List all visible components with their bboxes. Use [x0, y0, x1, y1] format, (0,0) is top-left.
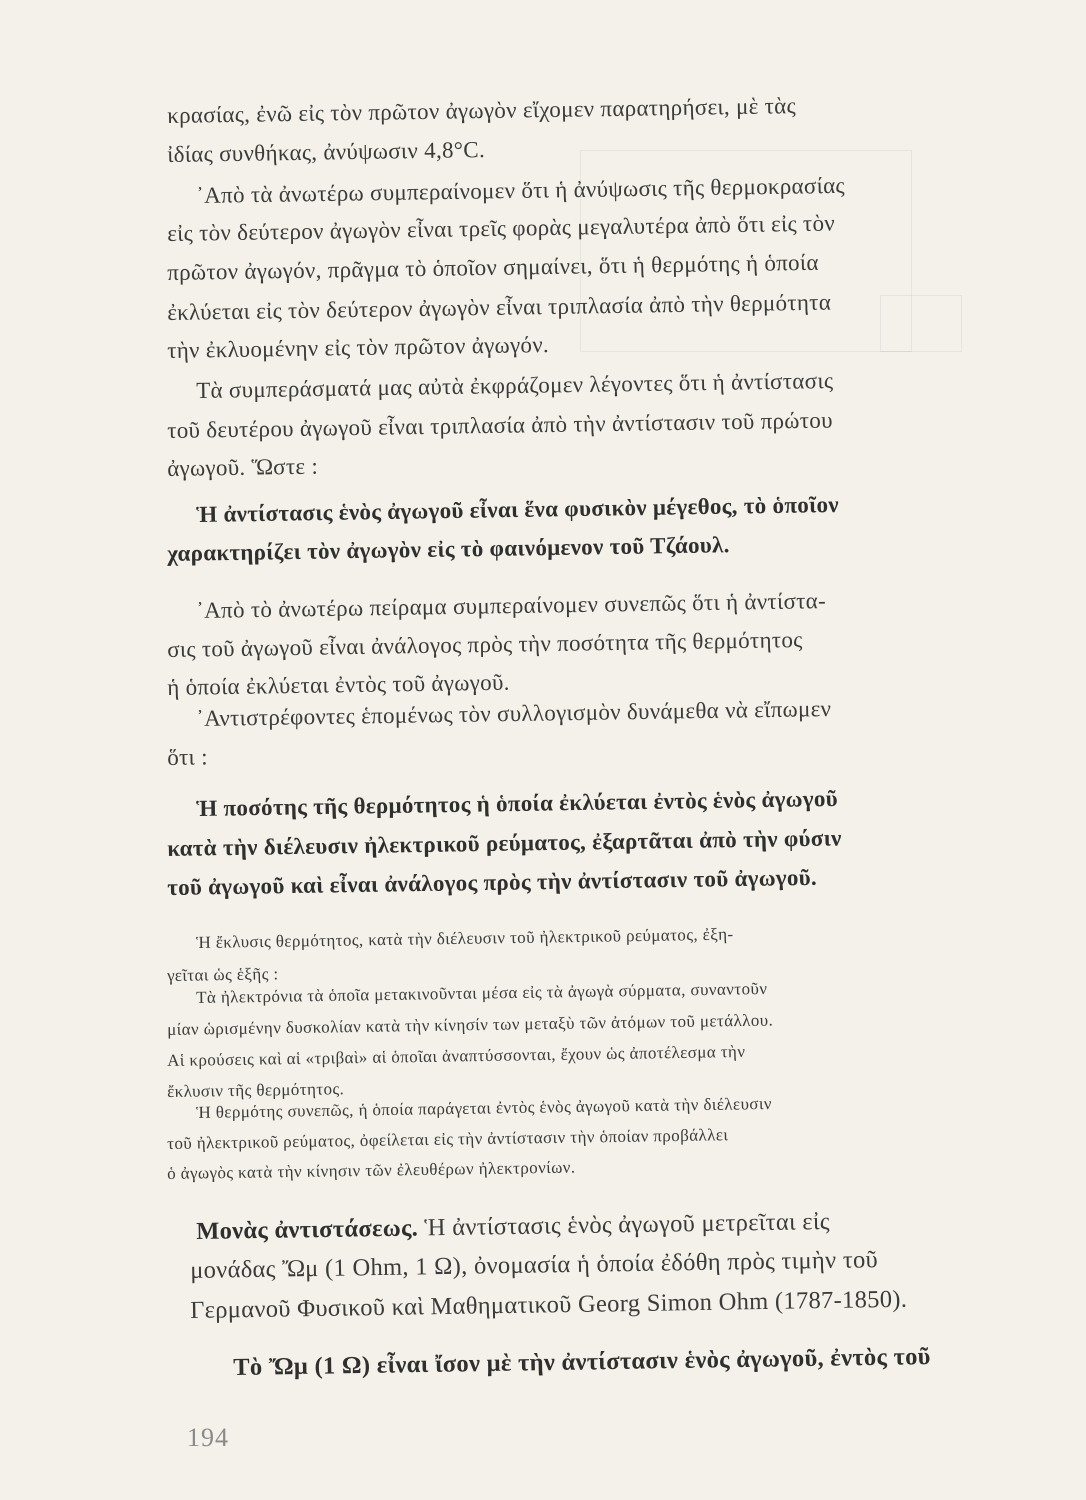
text-line: Γερμανοῦ Φυσικοῦ καὶ Μαθηματικοῦ Georg Simon Ohm (1787-1850). — [190, 1285, 908, 1324]
text-line: ὅτι : — [167, 744, 208, 770]
text-span: Ἡ ἀντίστασις ἑνὸς ἀγωγοῦ μετρεῖται εἰς — [417, 1208, 830, 1242]
text-line: ἡ ὁποία ἐκλύεται ἐντὸς τοῦ ἀγωγοῦ. — [167, 669, 510, 700]
note-line: μίαν ὡρισμένην δυσκολίαν κατὰ τὴν κίνησίν των μεταξὺ τῶν ἀτόμων τοῦ μετάλλου. — [167, 1010, 774, 1039]
text-line: Τὰ συμπεράσματά μας αὐτὰ ἐκφράζομεν λέγοντες ὅτι ἡ ἀντίστασις — [196, 367, 834, 403]
text-line: ᾿Απὸ τὰ ἀνωτέρω συμπεραίνομεν ὅτι ἡ ἀνύψωσις τῆς θερμοκρασίας — [196, 172, 846, 208]
text-line: ᾿Αντιστρέφοντες ἑπομένως τὸν συλλογισμὸν δυνάμεθα νὰ εἴπωμεν — [196, 696, 832, 731]
note-line: τοῦ ἠλεκτρικοῦ ρεύματος, ὀφείλεται εἰς τὴν ἀντίστασιν τὴν ὁποίαν προβάλλει — [167, 1125, 729, 1153]
note-line: Τὰ ἠλεκτρόνια τὰ ὁποῖα μετακινοῦνται μέσα εἰς τὰ ἀγωγὰ σύρματα, συναντοῦν — [196, 979, 768, 1007]
text-line: σις τοῦ ἀγωγοῦ εἶναι ἀνάλογος πρὸς τὴν ποσότητα τῆς θερμότητος — [167, 627, 803, 662]
text-line: τὴν ἐκλυομένην εἰς τὸν πρῶτον ἀγωγόν. — [167, 332, 550, 363]
section-heading: Μονὰς ἀντιστάσεως. — [196, 1214, 419, 1245]
unit-paragraph-line — [196, 1208, 830, 1246]
law-statement: Ἡ ἀντίστασις ἑνὸς ἀγωγοῦ εἶναι ἕνα φυσικὸν μέγεθος, τὸ ὁποῖον — [196, 491, 840, 527]
bleed-through-box — [880, 295, 962, 352]
note-line: ὁ ἀγωγὸς κατὰ τὴν κίνησιν τῶν ἐλευθέρων ἠλεκτρονίων. — [167, 1157, 576, 1183]
text-line: ἐκλύεται εἰς τὸν δεύτερον ἀγωγὸν εἶναι τριπλασία ἀπὸ τὴν θερμότητα — [167, 289, 832, 325]
note-line: ἔκλυσιν τῆς θερμότητος. — [167, 1079, 345, 1101]
text-line: ἀγωγοῦ. Ὥστε : — [167, 453, 319, 481]
text-line: κρασίας, ἐνῶ εἰς τὸν πρῶτον ἀγωγὸν εἴχομεν παρατηρήσει, μὲ τὰς — [167, 93, 797, 128]
law-statement: Ἡ ποσότης τῆς θερμότητος ἡ ὁποία ἐκλύεται ἐντὸς ἑνὸς ἀγωγοῦ — [196, 785, 839, 821]
text-line: ᾿Απὸ τὸ ἀνωτέρω πείραμα συμπεραίνομεν συνεπῶς ὅτι ἡ ἀντίστα- — [196, 588, 827, 623]
law-statement: κατὰ τὴν διέλευσιν ἠλεκτρικοῦ ρεύματος, ἐξαρτᾶται ἀπὸ τὴν φύσιν — [167, 825, 842, 861]
text-line: μονάδας Ὤμ (1 Ohm, 1 Ω), ὀνομασία ἡ ὁποία ἐδόθη πρὸς τιμὴν τοῦ — [190, 1246, 879, 1284]
text-line: εἰς τὸν δεύτερον ἀγωγὸν εἶναι τρεῖς φορὰς μεγαλυτέρα ἀπὸ ὅτι εἰς τὸν — [167, 210, 836, 246]
note-line: Αἱ κρούσεις καὶ αἱ «τριβαὶ» αἱ ὁποῖαι ἀναπτύσσονται, ἔχουν ὡς ἀποτέλεσμα τὴν — [167, 1041, 746, 1070]
note-line: Ἡ θερμότης συνεπῶς, ἡ ὁποία παράγεται ἐντὸς ἑνὸς ἀγωγοῦ κατὰ τὴν διέλευσιν — [196, 1093, 773, 1122]
text-line: τοῦ δευτέρου ἀγωγοῦ εἶναι τριπλασία ἀπὸ τὴν ἀντίστασιν τοῦ πρώτου — [167, 407, 833, 443]
note-line: Ἡ ἔκλυσις θερμότητος, κατὰ τὴν διέλευσιν τοῦ ἠλεκτρικοῦ ρεύματος, ἐξη- — [196, 924, 734, 952]
page-number: 194 — [187, 1423, 229, 1452]
law-statement: τοῦ ἀγωγοῦ καὶ εἶναι ἀνάλογος πρὸς τὴν ἀντίστασιν τοῦ ἀγωγοῦ. — [167, 864, 818, 900]
text-line: πρῶτον ἀγωγόν, πρᾶγμα τὸ ὁποῖον σημαίνει, ὅτι ἡ θερμότης ἡ ὁποία — [167, 249, 819, 285]
law-statement: χαρακτηρίζει τὸν ἀγωγὸν εἰς τὸ φαινόμενον τοῦ Τζάουλ. — [167, 532, 730, 566]
law-statement: Τὸ Ὤμ (1 Ω) εἶναι ἴσον μὲ τὴν ἀντίστασιν ἑνὸς ἀγωγοῦ, ἐντὸς τοῦ — [233, 1343, 931, 1381]
text-line: ἰδίας συνθήκας, ἀνύψωσιν 4,8°C. — [167, 137, 486, 167]
note-line: γεῖται ὡς ἑξῆς : — [167, 964, 279, 985]
